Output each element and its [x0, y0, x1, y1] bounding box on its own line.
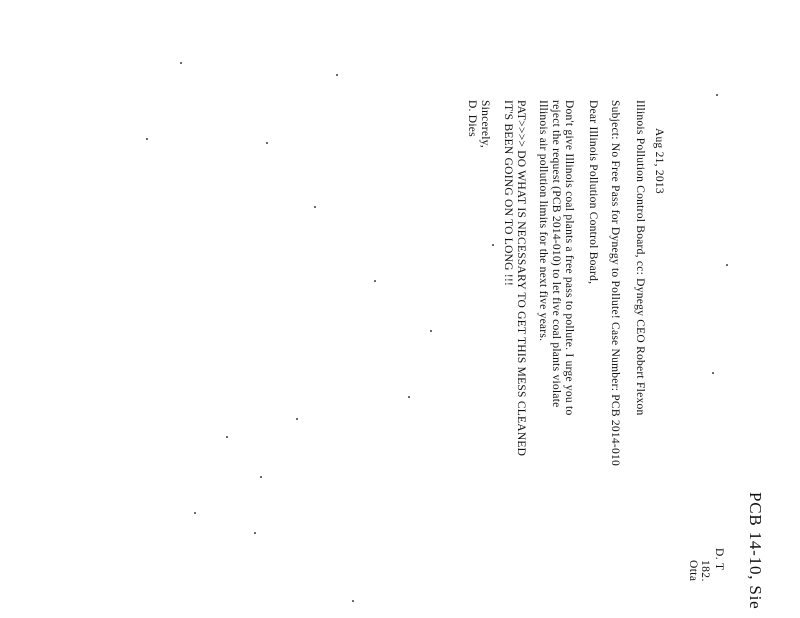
- scan-speck: [260, 476, 262, 478]
- sender-name: D. T: [713, 548, 725, 571]
- letter-body-line: Don't give Illinois coal plants a free pass to pollute. I urge you to: [563, 100, 575, 416]
- scan-speck: [430, 330, 432, 332]
- letter-date: Aug 21, 2013: [653, 128, 665, 194]
- scan-speck: [352, 600, 354, 602]
- scan-speck: [492, 244, 494, 246]
- scan-speck: [716, 94, 718, 96]
- letter-signature: D. Dies: [466, 100, 478, 137]
- sender-city: Otta: [687, 560, 699, 582]
- scan-speck: [254, 532, 256, 534]
- scan-speck: [712, 372, 714, 374]
- letter-recipient: Illinois Pollution Control Board, cc: Dynegy CEO Robert Flexon: [634, 100, 646, 416]
- scan-speck: [408, 396, 410, 398]
- letter-body-line: reject the request (PCB 2014-010) to let five coal plants violate: [550, 100, 562, 408]
- scan-speck: [226, 436, 228, 438]
- letter-closing: Sincerely,: [479, 100, 491, 149]
- letter-subject: Subject: No Free Pass for Dynegy to Pollute! Case Number: PCB 2014-010: [609, 100, 621, 466]
- letter-body-line: Illinois air pollution limits for the next five years.: [537, 100, 549, 342]
- document-header: PCB 14-10, Sie: [746, 492, 765, 610]
- scan-speck: [314, 206, 316, 208]
- scan-speck: [336, 74, 338, 76]
- scan-speck: [266, 142, 268, 144]
- sender-street: 182.: [699, 560, 711, 582]
- letter-salutation: Dear Illinois Pollution Control Board,: [587, 100, 599, 285]
- scan-speck: [146, 138, 148, 140]
- scan-speck: [726, 264, 728, 266]
- scan-speck: [374, 280, 376, 282]
- letter-postscript-line: PAT>>>> DO WHAT IS NECESSARY TO GET THIS MESS CLEANED: [515, 100, 527, 457]
- scan-speck: [194, 512, 196, 514]
- scan-speck: [180, 62, 182, 64]
- letter-postscript-line: IT'S BEEN GOING ON TO LONG !!!: [502, 100, 514, 287]
- scan-speck: [296, 418, 298, 420]
